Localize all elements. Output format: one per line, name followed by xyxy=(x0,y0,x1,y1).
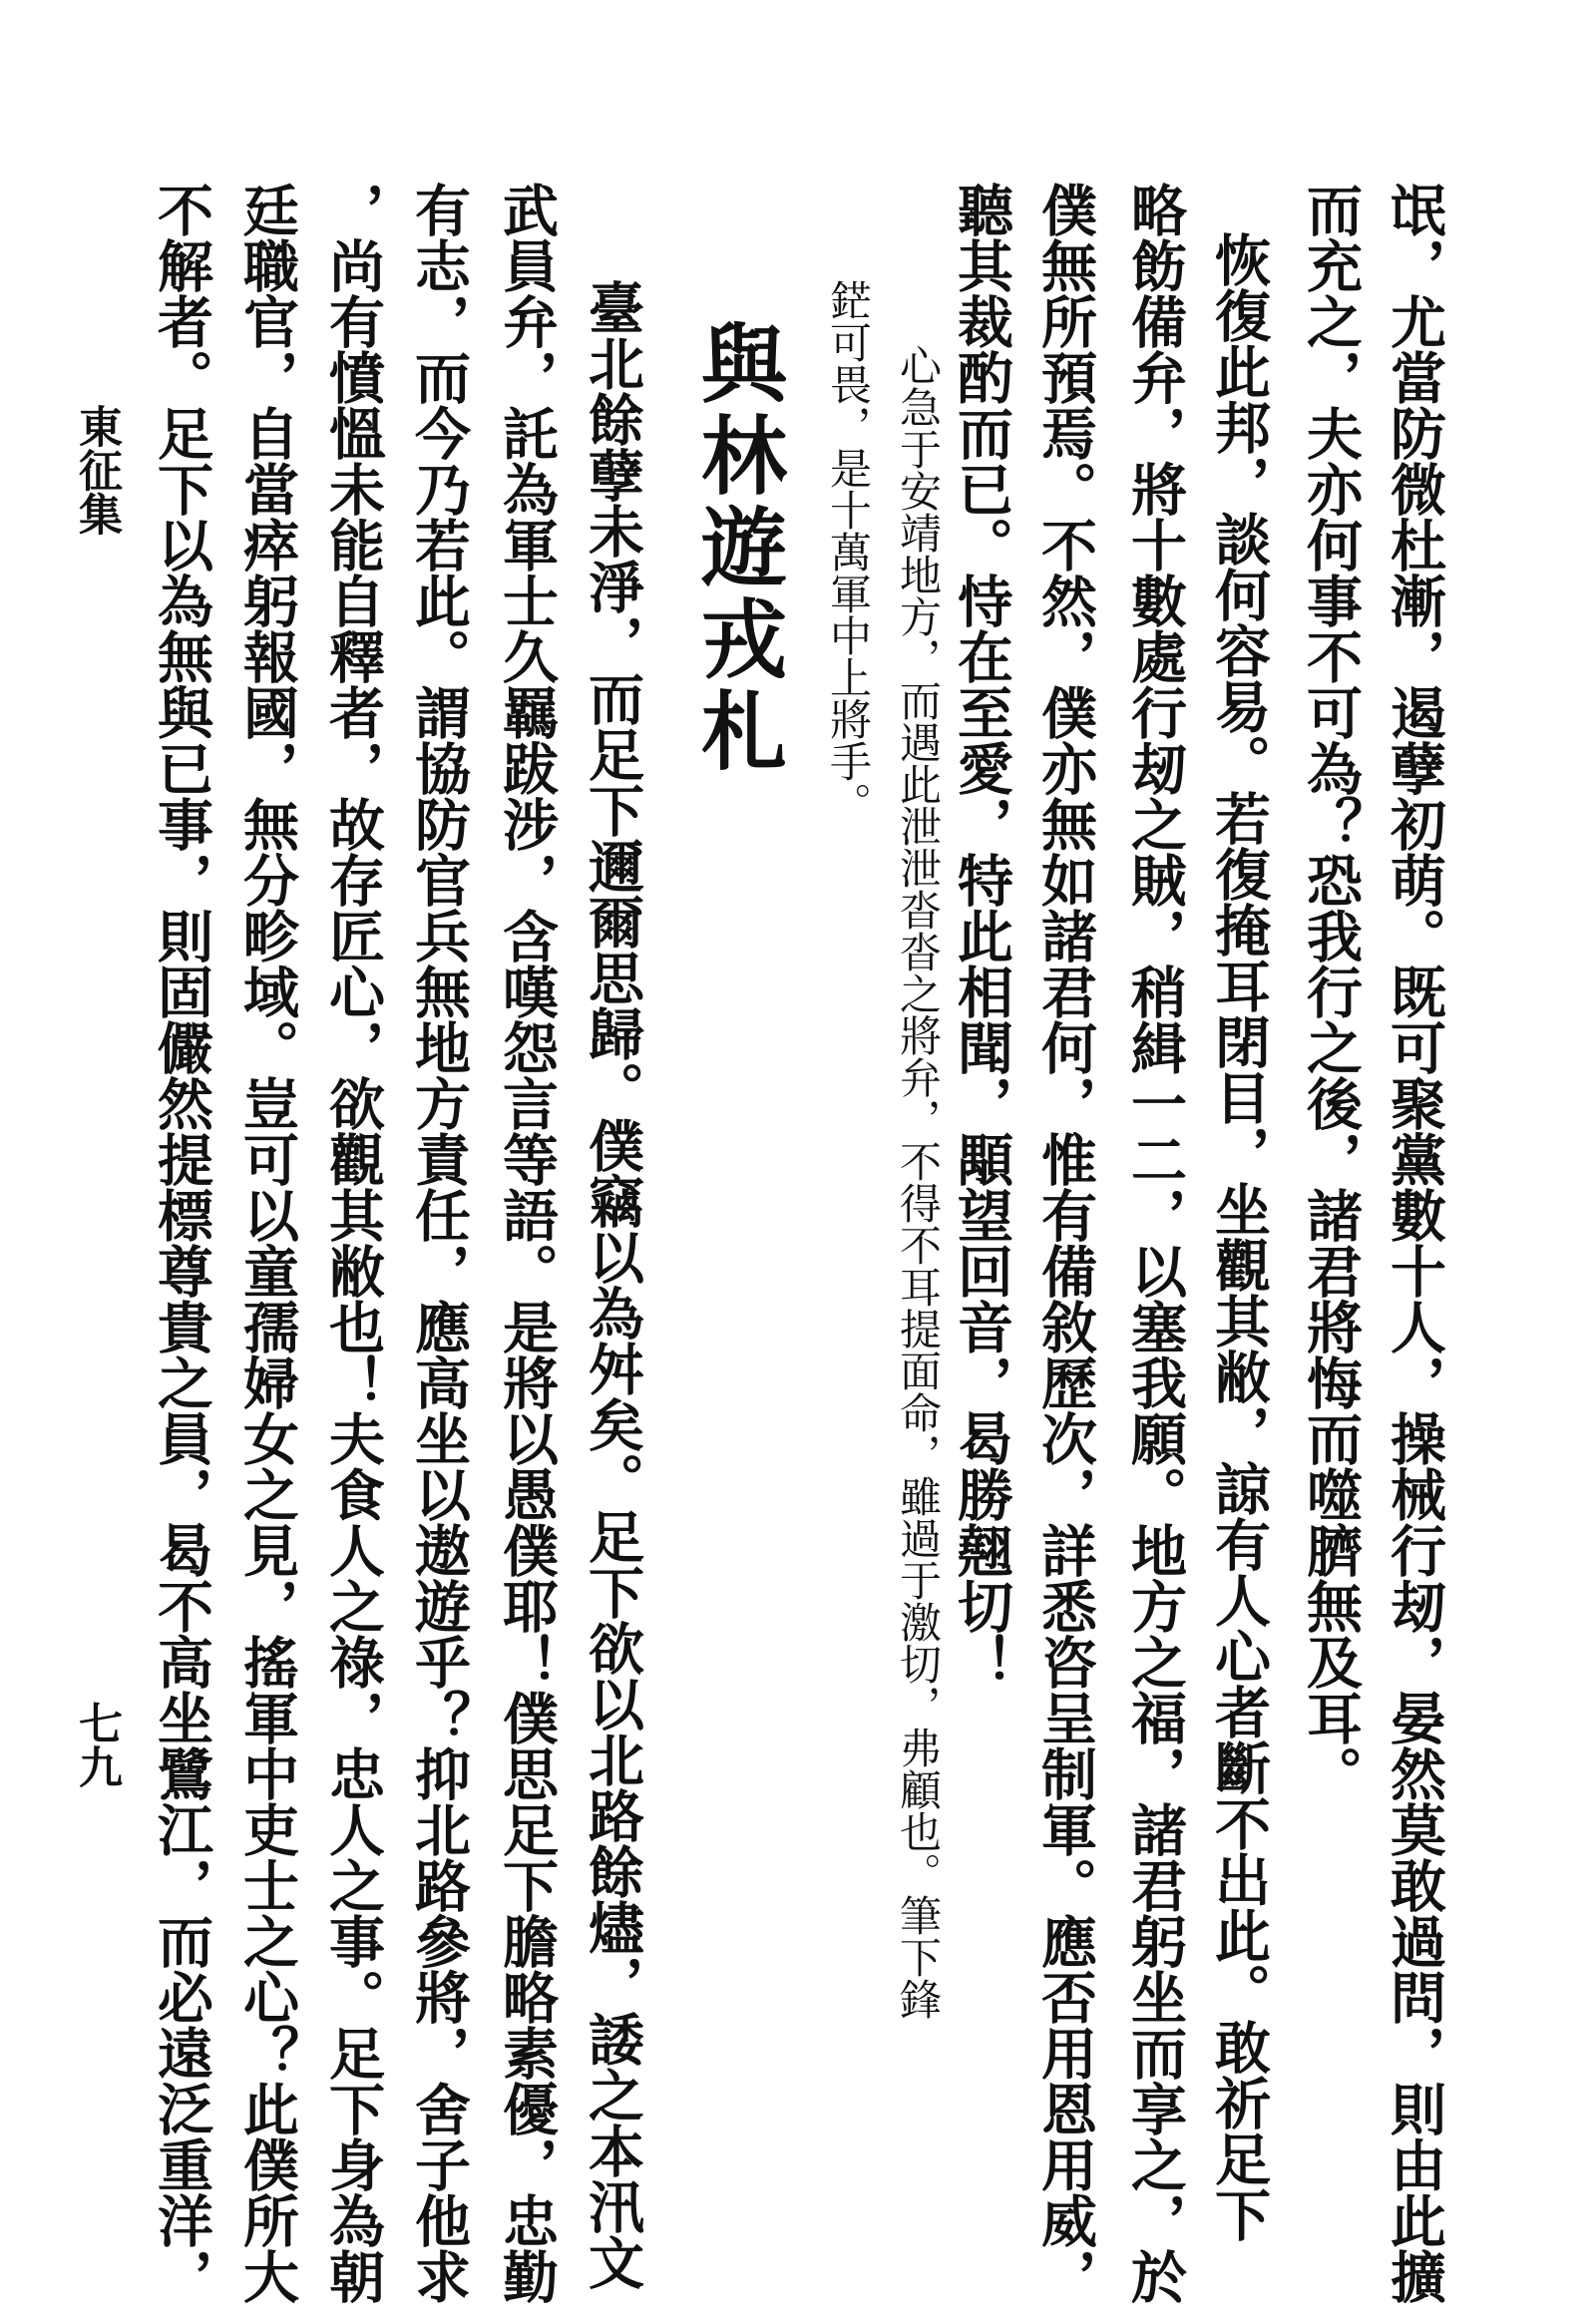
page-number: 七九 xyxy=(71,1701,122,1788)
text-column-12: 不解者。足下以為無與已事，則固儼然提標尊貴之員，曷不高坐鷺江，而必遠泛重洋， xyxy=(149,182,214,2304)
text-column-1: 氓，尤當防微杜漸，遏孽初萌。既可聚黨數十人，操械行刼，晏然莫敢過問，則由此擴 xyxy=(1382,182,1447,2304)
text-column-6: 聽其裁酌而已。恃在至愛，特此相聞，顒望回音，曷勝翹切！ xyxy=(949,182,1014,1690)
text-column-9: 有志，而今乃若此。謂協防官兵無地方責任，應高坐以遨遊乎？抑北路參將，舍子他求 xyxy=(406,182,472,2304)
commentary-line-1: 心急于安靖地方，而遇此泄泄沓沓之將弁，不得不耳提面命，雖過于激切，弗顧也。筆下鋒 xyxy=(894,344,943,2020)
text-column-5: 僕無所預焉。不然，僕亦無如諸君何，惟有備敘歷次，詳悉咨呈制軍。應否用恩用威， xyxy=(1032,182,1098,2304)
text-column-3: 恢復此邦，談何容易。若復掩耳閉目，坐觀其敝，諒有人心者斷不出此。敢祈足下 xyxy=(1206,231,1272,2242)
text-column-2: 而充之，夫亦何事不可為？恐我行之後，諸君將悔而噬臍無及耳。 xyxy=(1298,182,1364,1801)
text-column-4: 略飭備弁，將十數處行刼之賊，稍緝一二，以塞我願。地方之福，諸君躬坐而享之，於 xyxy=(1122,182,1188,2304)
text-column-11: 廷職官，自當瘁躬報國，無分畛域。豈可以童孺婦女之見，搖軍中吏士之心？此僕所大 xyxy=(234,182,300,2304)
text-column-8: 武員弁，託為軍士久羈跋涉，含嘆怨言等語。是將以愚僕耶！僕思足下膽略素優，忠勤 xyxy=(494,182,560,2304)
book-title: 東征集 xyxy=(71,404,122,536)
text-column-7: 臺北餘孽未淨，而足下邇爾思歸。僕竊以為舛矣。足下欲以北路餘燼，諉之本汛文 xyxy=(580,279,645,2290)
section-title: 與林遊戎札 xyxy=(686,319,787,778)
commentary-line-2: 鋩可畏，是十萬軍中上將手。 xyxy=(824,279,873,824)
text-column-10: ，尚有憤慍未能自釋者，故存匠心，欲觀其敝也！夫食人之祿，忠人之事。足下身為朝 xyxy=(320,182,386,2304)
